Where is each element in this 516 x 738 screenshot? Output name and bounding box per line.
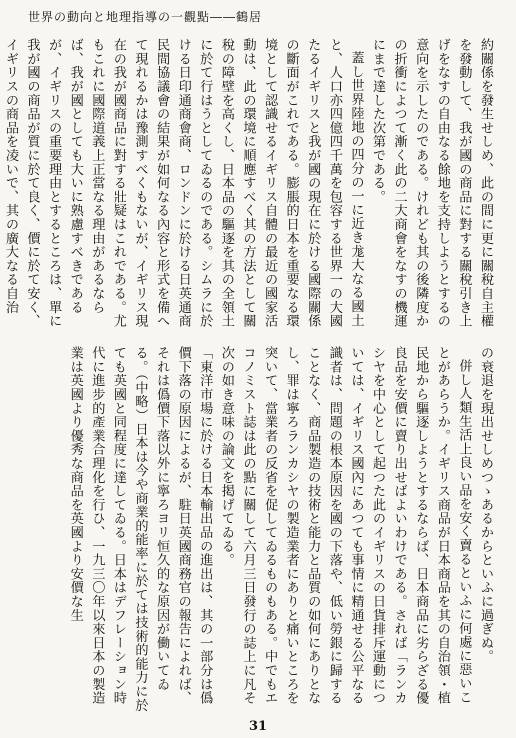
running-header: 世界の動向と地理指導の一觀點――鶴居 xyxy=(28,10,263,24)
quoted-paragraph: 「東洋市場に於ける日本輸出品の進出は、其の一部分は僞價下落の原因によるが、駐日英國商務官の報告によれば、それは僞價下落以外に寧ろヨリ恒久的な原因が働いてゐる。（中略）日本は今や商業的能率に於ては技術的能力に於ても英國と同程度に達してゐる。日本はデフレーション時代に進步的產業合理化を行ひ、一九三〇年以來日本の製造業は英國より優秀な商品を英國より安價な生 xyxy=(67,346,213,712)
top-text-block xyxy=(2,38,496,338)
page-number: 31 xyxy=(248,719,268,734)
paragraph: 併し人類生活上良い品を安く賣るといふに何處に惡いことがあらうか。イギリス商品が日本商品を其の自治領・植民地から驅逐しようとするならば、日本商品に劣らざる優良品を安價に賣り出せばよいわけである。されば「ランカシヤを中心として起つた此のイギリスの日貨排斥運動については、イギリス國內にあつても事情に精通せる公平なる識者は、問題の根本原因を國の下落や、低い勞銀に歸することなく、商品製造の技術と能力と品質の如何にありとなし、罪は寧ろランカシヤの製造業者にありと痛いところを突いて、當業者の反省を促してゐるものもある。中でもエコノミスト誌は此の點に關して六月三日發行の誌上に凡そ次の如き意味の論文を掲げてゐる。 xyxy=(218,346,472,705)
paragraph: 蓋し世界陸地の四分の一に近き尨大なる國土と、人口亦四億四千萬を包容する世界一の大國たるイギリスと我が國の現在に於ける國際關係の斷面がこれである。膨脹的日本を重要なる環境として認識せるイギリス自體の最近の國家活動は、此の環境に順應すべく其の方法として關稅の障壁を高くし、日本品の驅逐を其の全領土に於て行はうとしてゐるのである。シムラに於ける日印通商會商、ロンドンに於ける日英通商民間協議會の結果が如何なる內容と形式を備へて現れるかは豫測すべくもないが、イギリス現在の我が國商品に對する壯疑はこれである。尤もこれに國際道義上正當なる理由があるならば、我が國としても大いに熟慮すべきであるが、イギリスの重要理由とするところは、單に我が國の商品が質に於て良く、價に於て安く、イギリスの商品を凌いで、其の廣大なる自治 xyxy=(2,38,364,328)
bottom-text-block xyxy=(24,346,496,714)
paragraph: 約關係を發生せしめ、此の間に更に關稅自主權を發動して、我が國の商品に對する關稅引き上げをなすの自由なる餘地を支持しようとするの意向を示したのである。けれども其の後隣度かの折衝によつて漸く此の二大商會をなすの機運にまで達した次第である。 xyxy=(370,38,493,328)
paragraph: の衰退を現出せしめつゝあるからといふに過ぎぬ。 xyxy=(478,346,493,664)
